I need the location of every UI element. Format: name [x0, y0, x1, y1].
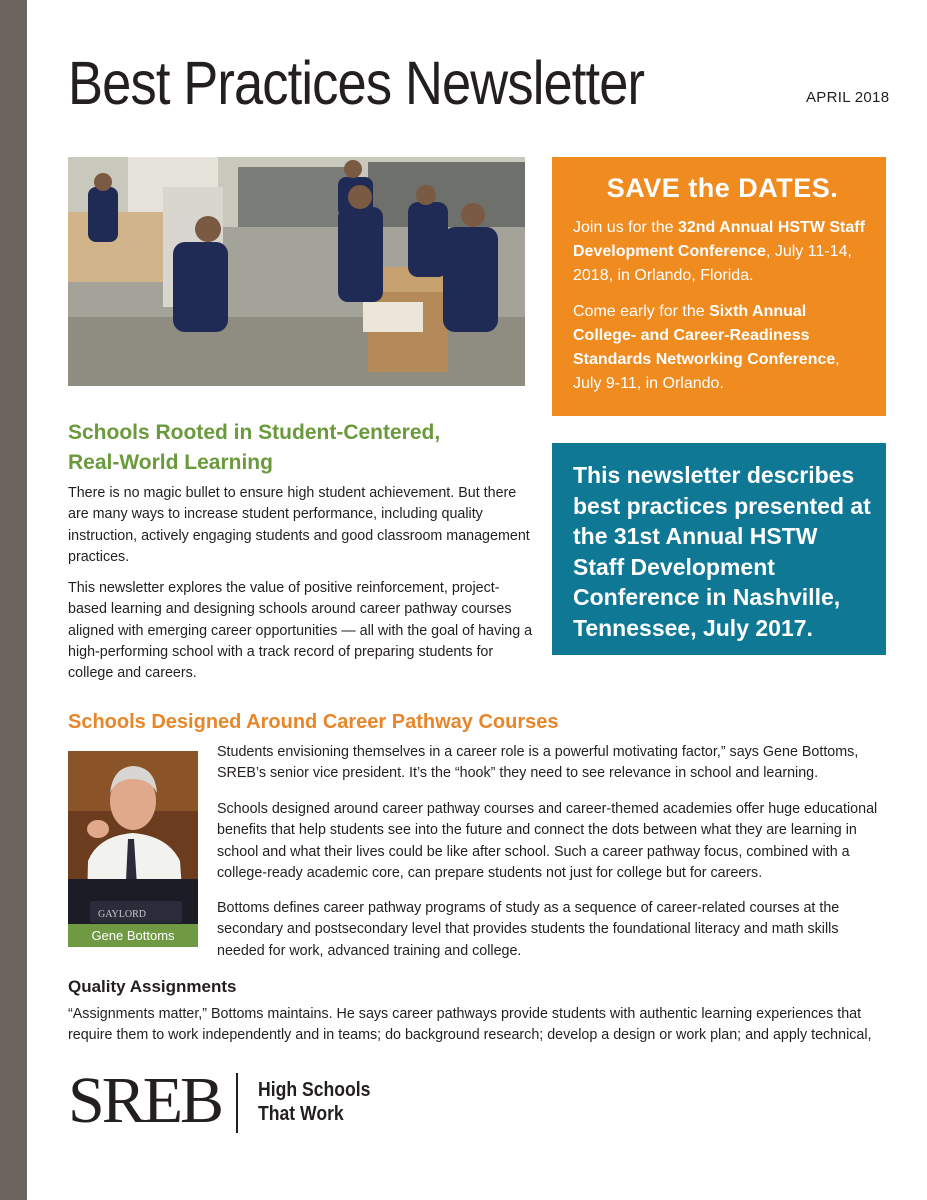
program-line-1: High Schools	[258, 1079, 371, 1101]
heading-line-2: Real-World Learning	[68, 451, 273, 474]
workshop-photo	[68, 157, 525, 386]
intro-paragraph-2: This newsletter explores the value of positive reinforcement, project-based learning and designing schools around career pathway courses aligned with emerging career opportunities — all with the goal of having a high-performing school with a track record of preparing students for college and careers.	[68, 580, 533, 682]
paragraph-line-2: require them to work independently and in teams; do background research; develop a design or work plan; and apply technical,	[68, 1027, 872, 1044]
networking-event: Sixth Annual College- and Career-Readiness Standards Networking Conference	[573, 303, 836, 368]
career-paragraph-1: Students envisioning themselves in a career role is a powerful motivating factor,” says Gene Bottoms, SREB’s senior vice president. It’s the “hook” they need to see relevance in school and learning.	[217, 744, 859, 782]
intro-paragraph-1: There is no magic bullet to ensure high student achievement. But there are many ways to increase student performance, including quality instruction, actively engaging students and good classroom management practices.	[68, 485, 530, 565]
quality-assignments-paragraph	[68, 1004, 898, 1047]
career-paragraph-2: Schools designed around career pathway courses and career-themed academies offer huge educational benefits that help students see into the future and connect the dots between what they are learning in school and what their lives could be like after school. Such a career pathway focus, combined with a college-ready academic core, can prepare students not just for college but for careers.	[217, 801, 878, 881]
heading-line-1: Schools Rooted in Student-Centered,	[68, 421, 441, 444]
announcement-event: 32nd Annual HSTW Staff Development Conference	[573, 219, 865, 260]
save-the-dates-box	[552, 157, 886, 416]
newsletter-callout-box	[552, 443, 886, 655]
career-paragraph-3: Bottoms defines career pathway programs of study as a sequence of career-related courses at the secondary and postsecondary level that provides students the foundational literacy and math skills needed for work, advanced training and college.	[217, 900, 840, 959]
callout-text: This newsletter describes best practices presented at the 31st Annual HSTW Staff Development Conference in Nashville, Tennessee, July 2017.	[573, 462, 871, 641]
paragraph-line-1: “Assignments matter,” Bottoms maintains. He says career pathways provide students with authentic learning experiences that	[68, 1006, 862, 1022]
program-line-2: That Work	[258, 1103, 344, 1125]
section-heading-student-centered	[68, 418, 440, 478]
hstw-program-logo	[258, 1078, 370, 1126]
networking-details: , July 9-11, in Orlando.	[573, 351, 840, 392]
podium-sign-text: GAYLORD	[98, 909, 146, 920]
gene-bottoms-photo	[68, 751, 198, 947]
save-the-dates-heading: SAVE the DATES.	[606, 173, 839, 203]
networking-intro: Come early for the	[573, 303, 710, 320]
speaker-portrait-image	[68, 751, 198, 947]
conference-announcement	[573, 216, 872, 288]
sreb-logo: SREB	[68, 1064, 222, 1137]
decorative-side-bar	[0, 0, 27, 1200]
networking-announcement	[573, 300, 872, 396]
announcement-intro: Join us for the	[573, 219, 678, 236]
workshop-students-image	[68, 157, 525, 386]
logo-divider	[236, 1073, 238, 1133]
section-heading-career-pathway: Schools Designed Around Career Pathway Courses	[68, 711, 559, 733]
issue-date: APRIL 2018	[806, 89, 890, 106]
subheading-quality-assignments: Quality Assignments	[68, 977, 237, 996]
photo-caption: Gene Bottoms	[68, 924, 198, 947]
announcement-details: , July 11-14, 2018, in Orlando, Florida.	[573, 243, 852, 284]
newsletter-title: Best Practices Newsletter	[68, 49, 645, 117]
